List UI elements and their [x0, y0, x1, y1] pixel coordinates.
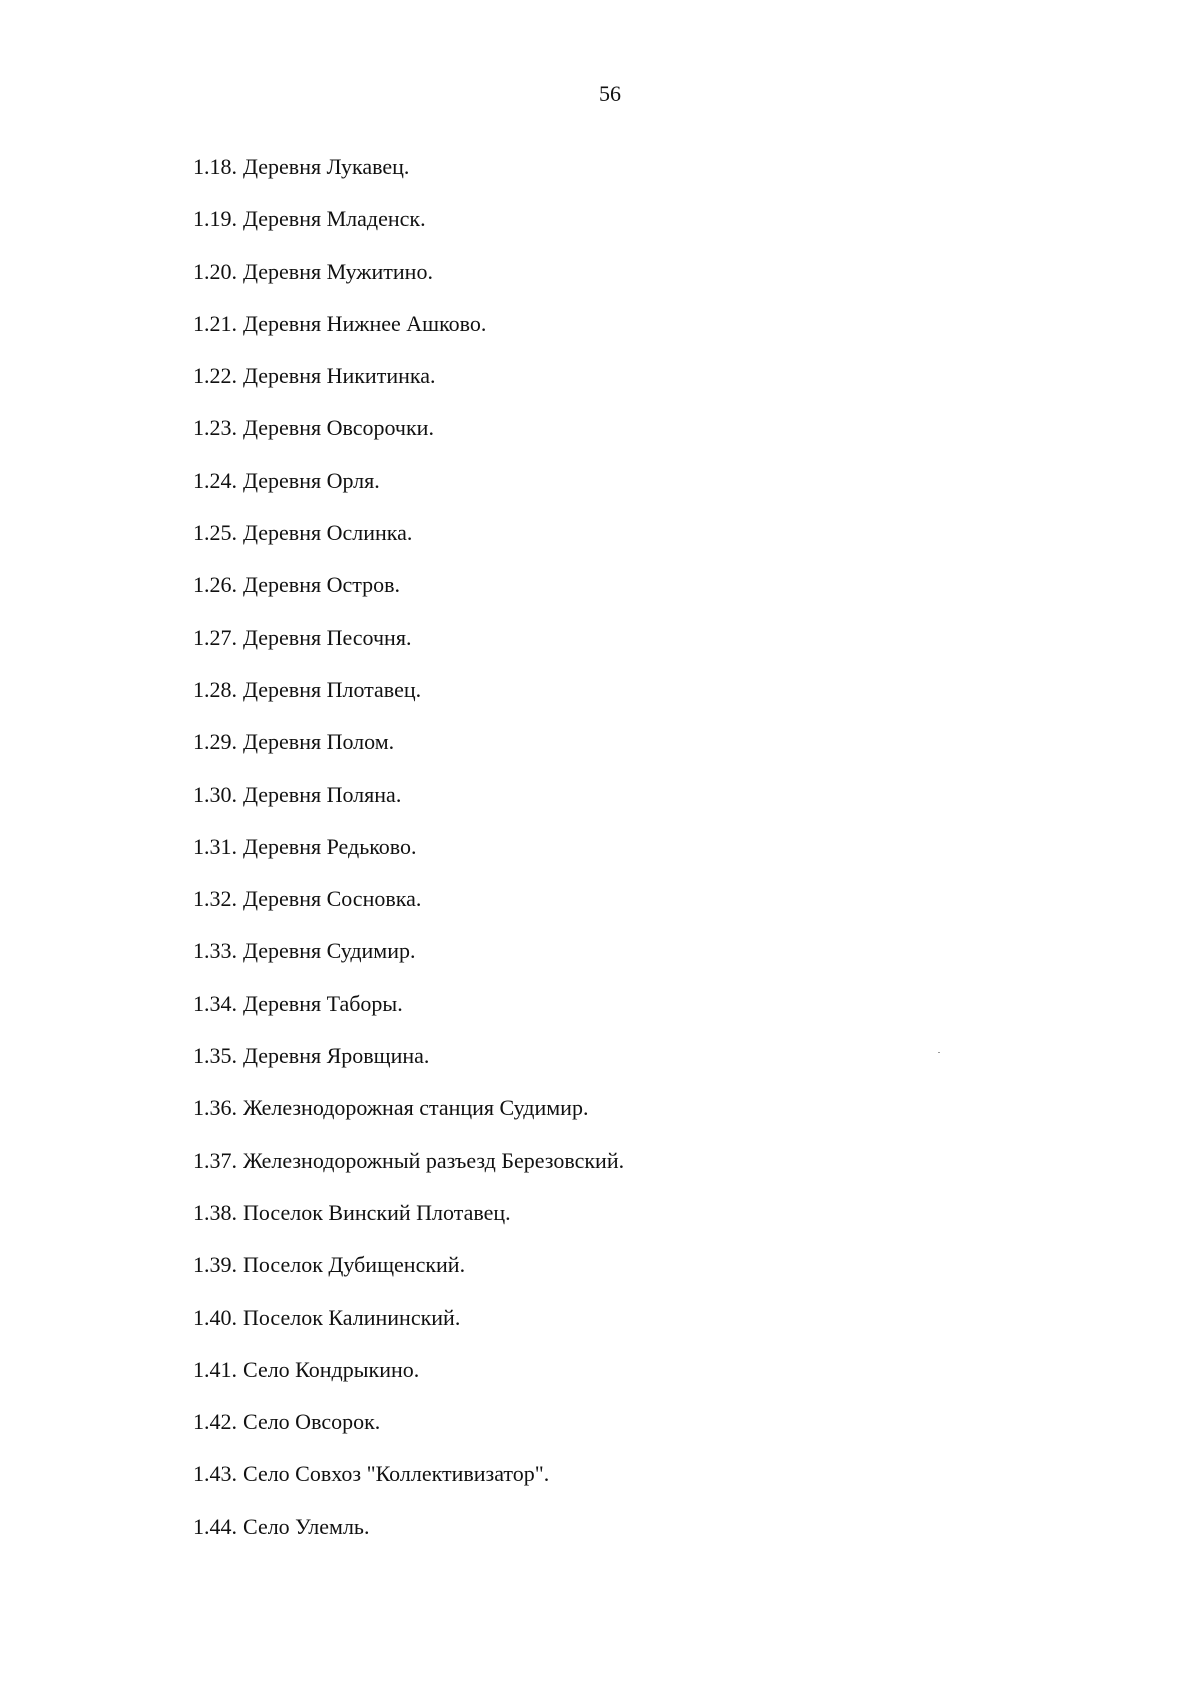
item-number: 1.32.	[193, 886, 237, 912]
list-item	[193, 833, 624, 885]
item-number: 1.29.	[193, 729, 237, 755]
list-item	[193, 1094, 624, 1146]
list-item	[193, 728, 624, 780]
item-number: 1.21.	[193, 310, 237, 336]
list-item	[193, 153, 624, 205]
item-number: 1.27.	[193, 624, 237, 650]
list-item	[193, 1251, 624, 1303]
item-text: Село Улемль.	[243, 1513, 370, 1539]
item-text: Деревня Яровщина.	[243, 1043, 430, 1069]
item-number: 1.23.	[193, 415, 237, 441]
list-item	[193, 362, 624, 414]
item-text: Деревня Овсорочки.	[243, 415, 434, 441]
item-text: Деревня Полом.	[243, 729, 395, 755]
item-text: Деревня Никитинка.	[243, 363, 436, 389]
list-item	[193, 1460, 624, 1512]
list-item	[193, 414, 624, 466]
item-number: 1.26.	[193, 572, 237, 598]
item-number: 1.28.	[193, 676, 237, 702]
list-item	[193, 781, 624, 833]
item-number: 1.33.	[193, 938, 237, 964]
list-item	[193, 1042, 624, 1094]
item-text: Деревня Поляна.	[243, 781, 402, 807]
scan-speck	[938, 1052, 940, 1053]
item-text: Поселок Дубищенский.	[243, 1252, 466, 1278]
list-item	[193, 205, 624, 257]
item-text: Село Кондрыкино.	[243, 1356, 420, 1382]
list-item	[193, 1199, 624, 1251]
list-item	[193, 467, 624, 519]
item-text: Деревня Младенск.	[243, 206, 426, 232]
item-number: 1.35.	[193, 1043, 237, 1069]
list-item	[193, 1513, 624, 1565]
list-item	[193, 519, 624, 571]
item-text: Железнодорожный разъезд Березовский.	[243, 1147, 625, 1173]
item-number: 1.44.	[193, 1513, 237, 1539]
item-number: 1.42.	[193, 1409, 237, 1435]
item-number: 1.20.	[193, 258, 237, 284]
item-number: 1.24.	[193, 467, 237, 493]
item-number: 1.22.	[193, 363, 237, 389]
list-item	[193, 990, 624, 1042]
list-item	[193, 571, 624, 623]
item-text: Деревня Судимир.	[243, 938, 416, 964]
item-text: Поселок Винский Плотавец.	[243, 1199, 511, 1225]
settlement-list	[193, 153, 624, 1565]
item-text: Деревня Остров.	[243, 572, 401, 598]
item-text: Деревня Редьково.	[243, 833, 417, 859]
list-item	[193, 1408, 624, 1460]
item-number: 1.39.	[193, 1252, 237, 1278]
item-text: Село Совхоз "Коллективизатор".	[243, 1461, 550, 1487]
item-text: Деревня Таборы.	[243, 990, 403, 1016]
item-text: Поселок Калининский.	[243, 1304, 461, 1330]
item-number: 1.31.	[193, 833, 237, 859]
list-item	[193, 258, 624, 310]
item-text: Железнодорожная станция Судимир.	[243, 1095, 589, 1121]
page-number: 56	[599, 81, 621, 106]
list-item	[193, 1356, 624, 1408]
list-item	[193, 937, 624, 989]
list-item	[193, 310, 624, 362]
item-text: Село Овсорок.	[243, 1409, 381, 1435]
list-item	[193, 676, 624, 728]
item-text: Деревня Нижнее Ашково.	[243, 310, 487, 336]
item-number: 1.37.	[193, 1147, 237, 1173]
item-number: 1.30.	[193, 781, 237, 807]
item-number: 1.38.	[193, 1199, 237, 1225]
item-text: Деревня Мужитино.	[243, 258, 433, 284]
list-item	[193, 624, 624, 676]
item-number: 1.19.	[193, 206, 237, 232]
item-text: Деревня Песочня.	[243, 624, 412, 650]
item-number: 1.41.	[193, 1356, 237, 1382]
list-item	[193, 1147, 624, 1199]
item-number: 1.18.	[193, 154, 237, 179]
item-text: Деревня Плотавец.	[243, 676, 422, 702]
item-text: Деревня Лукавец.	[243, 154, 410, 179]
item-number: 1.43.	[193, 1461, 237, 1487]
item-text: Деревня Сосновка.	[243, 886, 422, 912]
list-item	[193, 1304, 624, 1356]
item-number: 1.25.	[193, 520, 237, 546]
item-text: Деревня Орля.	[243, 467, 380, 493]
item-number: 1.36.	[193, 1095, 237, 1121]
item-text: Деревня Ослинка.	[243, 520, 413, 546]
item-number: 1.40.	[193, 1304, 237, 1330]
list-item	[193, 885, 624, 937]
item-number: 1.34.	[193, 990, 237, 1016]
